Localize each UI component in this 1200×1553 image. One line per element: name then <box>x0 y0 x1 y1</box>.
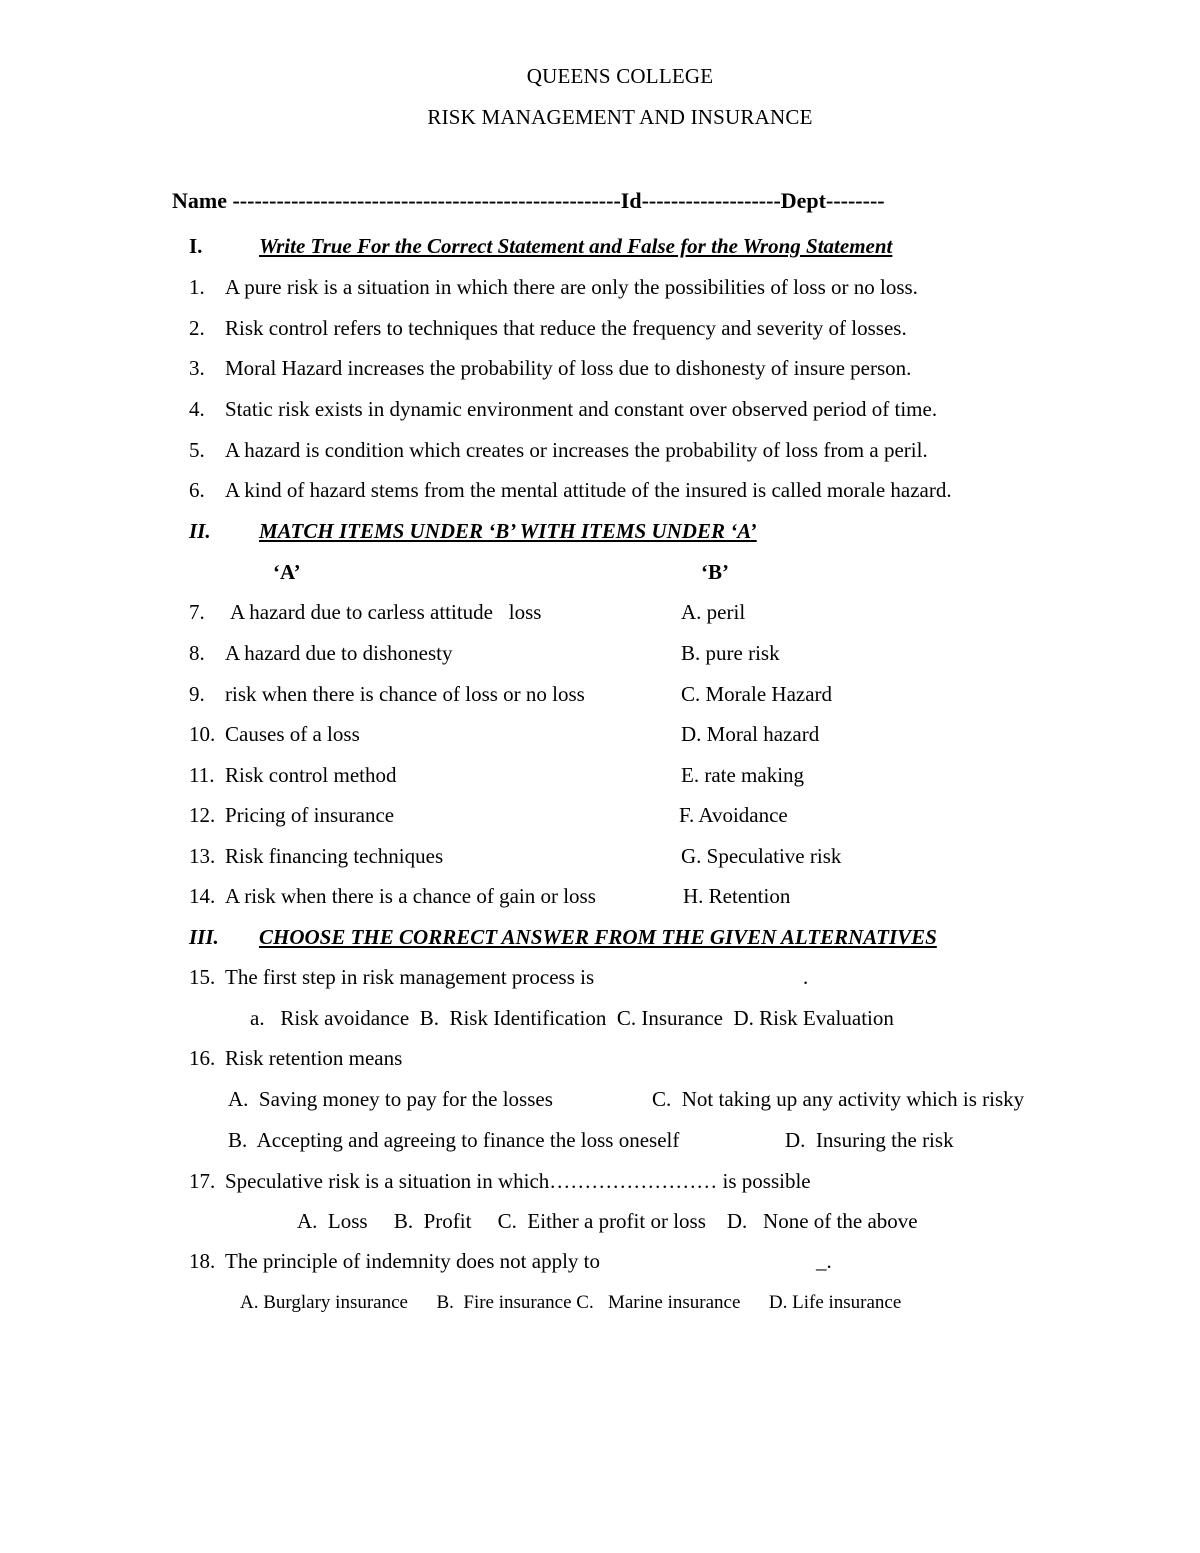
item-a-text: Pricing of insurance <box>225 803 395 827</box>
item-a-text: Causes of a loss <box>225 722 360 746</box>
item-b-text: C. Morale Hazard <box>681 682 833 706</box>
id-label: Id <box>620 188 642 213</box>
option-b: B. Accepting and agreeing to finance the loss oneself <box>228 1128 680 1152</box>
question-number: 16. <box>189 1046 216 1070</box>
item-b-text: G. Speculative risk <box>681 844 842 868</box>
section-number: II. <box>189 519 211 543</box>
item-a-text: risk when there is chance of loss or no loss <box>225 682 585 706</box>
id-field[interactable]: ------------------- <box>641 188 781 213</box>
item-text: Risk control refers to techniques that reduce the frequency and severity of losses. <box>225 316 907 340</box>
item-text: A pure risk is a situation in which there are only the possibilities of loss or no loss. <box>225 275 918 299</box>
course-title: RISK MANAGEMENT AND INSURANCE <box>427 105 813 129</box>
question-15-options: a. Risk avoidance B. Risk Identification C. Insurance D. Risk Evaluation <box>250 1006 894 1030</box>
question-17-options: A. Loss B. Profit C. Either a profit or loss D. None of the above <box>297 1209 918 1233</box>
option-a: A. Saving money to pay for the losses <box>228 1087 553 1111</box>
item-a-text: A hazard due to dishonesty <box>225 641 453 665</box>
item-number: 14. <box>189 884 216 908</box>
option-c: C. Not taking up any activity which is risky <box>652 1087 1025 1111</box>
name-label: Name <box>172 188 227 213</box>
item-number: 10. <box>189 722 216 746</box>
section-1-heading <box>189 234 893 258</box>
item-b-text: A. peril <box>681 600 746 624</box>
name-field[interactable]: ----------------------------------------------------- <box>232 188 621 213</box>
section-title: MATCH ITEMS UNDER ‘B’ WITH ITEMS UNDER ‘A’ <box>259 519 757 543</box>
option-d: D. Insuring the risk <box>785 1128 954 1152</box>
item-a-text: Risk financing techniques <box>225 844 444 868</box>
item-number: 7. <box>189 600 205 624</box>
item-number: 9. <box>189 682 205 706</box>
section-title: Write True For the Correct Statement and False for the Wrong Statement <box>259 234 893 258</box>
section-number: III. <box>189 925 219 949</box>
item-number: 13. <box>189 844 216 868</box>
item-b-text: B. pure risk <box>681 641 780 665</box>
dept-field[interactable]: -------- <box>826 188 885 213</box>
item-b-text: F. Avoidance <box>679 803 788 827</box>
dept-label: Dept <box>780 188 826 213</box>
question-18-options: A. Burglary insurance B. Fire insurance C. Marine insurance D. Life insurance <box>240 1292 902 1313</box>
question-number: 18. <box>189 1249 216 1273</box>
question-number: 17. <box>189 1169 216 1193</box>
section-3-heading <box>189 925 937 949</box>
item-text: A hazard is condition which creates or increases the probability of loss from a peril. <box>225 438 928 462</box>
item-a-text: A risk when there is a chance of gain or loss <box>225 884 596 908</box>
question-text: Risk retention means <box>225 1046 403 1070</box>
item-number: 11. <box>189 763 215 787</box>
question-number: 15. <box>189 965 216 989</box>
item-b-text: E. rate making <box>681 763 805 787</box>
item-number: 2. <box>189 316 205 340</box>
section-2-heading <box>189 519 757 543</box>
answer-blank: . <box>803 965 809 989</box>
answer-blank: _. <box>816 1249 832 1273</box>
item-b-text: D. Moral hazard <box>681 722 820 746</box>
item-number: 3. <box>189 356 205 380</box>
item-text: A kind of hazard stems from the mental attitude of the insured is called morale hazard. <box>225 478 952 502</box>
item-number: 12. <box>189 803 216 827</box>
item-text: Moral Hazard increases the probability of loss due to dishonesty of insure person. <box>225 356 912 380</box>
section-number: I. <box>189 234 203 258</box>
section-title: CHOOSE THE CORRECT ANSWER FROM THE GIVEN ALTERNATIVES <box>259 925 937 949</box>
column-a-header: ‘A’ <box>273 560 301 584</box>
item-a-text: Risk control method <box>225 763 397 787</box>
item-text: Static risk exists in dynamic environment and constant over observed period of time. <box>225 397 938 421</box>
item-number: 6. <box>189 478 205 502</box>
item-number: 1. <box>189 275 205 299</box>
question-text: The principle of indemnity does not apply to <box>225 1249 601 1273</box>
question-text: The first step in risk management process is <box>225 965 595 989</box>
column-b-header: ‘B’ <box>701 560 729 584</box>
item-b-text: H. Retention <box>683 884 791 908</box>
item-number: 4. <box>189 397 205 421</box>
college-title: QUEENS COLLEGE <box>526 64 714 88</box>
item-number: 5. <box>189 438 205 462</box>
student-info-row <box>172 190 885 212</box>
item-number: 8. <box>189 641 205 665</box>
question-text: Speculative risk is a situation in which…………………… is possible <box>225 1169 811 1193</box>
item-a-text: A hazard due to carless attitude loss <box>230 600 542 624</box>
